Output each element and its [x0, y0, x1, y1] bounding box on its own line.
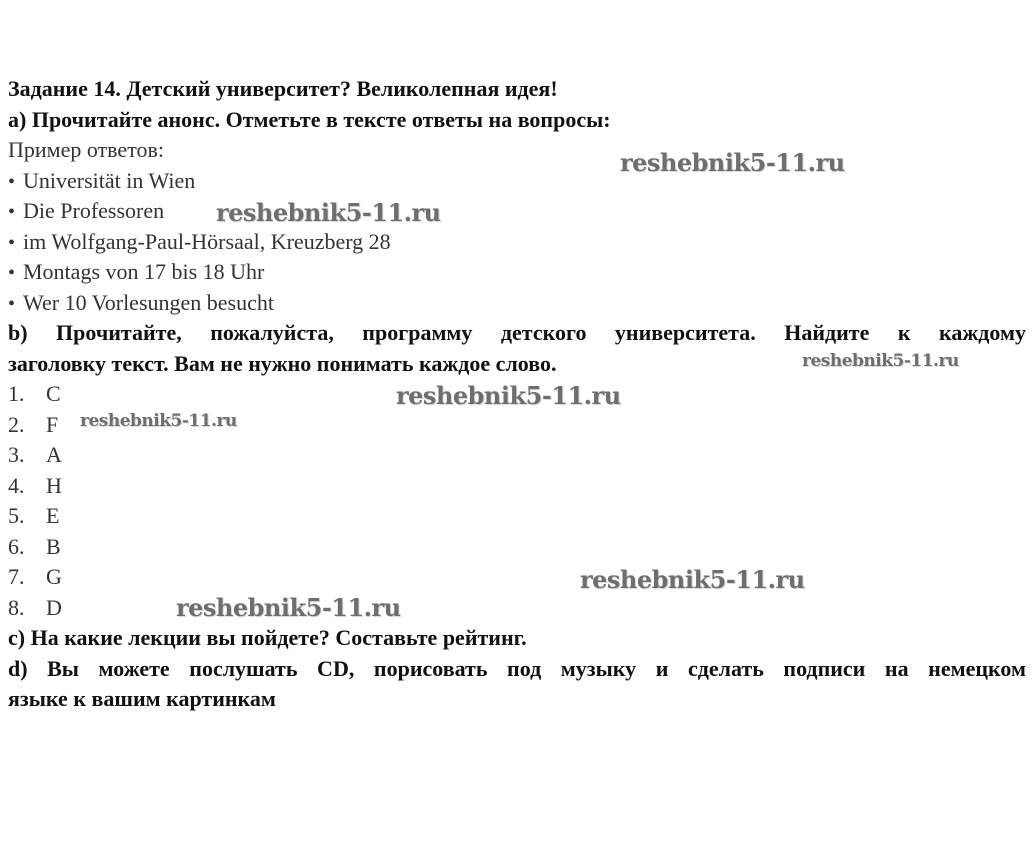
answer-number: 3.	[8, 442, 25, 467]
answer-number: 2.	[8, 411, 25, 437]
answer-letter: A	[46, 442, 62, 467]
answer-number: 1.	[8, 381, 25, 406]
answer-letter: B	[46, 533, 61, 559]
watermark-text: reshebnik5-11.ru	[176, 593, 401, 622]
answer-row	[8, 440, 1032, 471]
answer-bullet	[8, 257, 1032, 288]
bullet-text: Universität in Wien	[23, 167, 196, 193]
answer-number: 5.	[8, 503, 25, 528]
answer-letter: C	[46, 381, 61, 406]
watermark-text: reshebnik5-11.ru	[580, 565, 805, 594]
answer-number: 4.	[8, 472, 25, 498]
answer-row	[8, 532, 1032, 563]
answer-letter: F	[46, 411, 59, 437]
answer-row	[8, 501, 1032, 532]
bullet-text: im Wolfgang-Paul-Hörsaal, Kreuzberg 28	[23, 228, 391, 254]
watermark-text: reshebnik5-11.ru	[396, 381, 621, 410]
answer-letter: E	[46, 503, 60, 528]
example-label: Пример ответов:	[8, 137, 165, 162]
bullet-text: Die Professoren	[23, 198, 165, 223]
part-b-heading-line1: b) Прочитайте, пожалуйста, программу детского университета. Найдите к каждому	[8, 320, 1026, 345]
answer-row	[8, 471, 1032, 502]
answer-letter: D	[46, 594, 62, 620]
watermark-text: reshebnik5-11.ru	[620, 148, 845, 177]
bullet-text: Montags von 17 bis 18 Uhr	[23, 259, 265, 284]
part-b-heading-line2: заголовку текст. Вам не нужно понимать каждое слово.	[8, 350, 557, 376]
answer-bullet	[8, 288, 1032, 319]
part-d-line2: языке к вашим картинкам	[8, 686, 276, 711]
answer-number: 8.	[8, 594, 25, 620]
answer-bullet	[8, 166, 1032, 197]
answer-letter: H	[46, 472, 62, 498]
watermark-text: reshebnik5-11.ru	[802, 351, 959, 371]
answer-row	[8, 562, 1032, 593]
task-title: Задание 14. Детский университет? Великолепная идея!	[8, 76, 558, 101]
answer-bullet	[8, 196, 1032, 227]
part-d-line1: d) Вы можете послушать CD, порисовать под музыку и сделать подписи на немецком	[8, 655, 1026, 681]
part-a-heading: а) Прочитайте анонс. Отметьте в тексте ответы на вопросы:	[8, 106, 611, 132]
part-c-heading: c) На какие лекции вы пойдете? Составьте рейтинг.	[8, 625, 527, 650]
watermark-text: reshebnik5-11.ru	[80, 411, 237, 431]
answer-number: 6.	[8, 533, 25, 559]
answer-row	[8, 593, 1032, 624]
answer-letter: G	[46, 564, 62, 589]
bullet-text: Wer 10 Vorlesungen besucht	[23, 289, 274, 315]
watermark-text: reshebnik5-11.ru	[216, 198, 441, 227]
answer-bullet	[8, 227, 1032, 258]
answer-number: 7.	[8, 564, 25, 589]
